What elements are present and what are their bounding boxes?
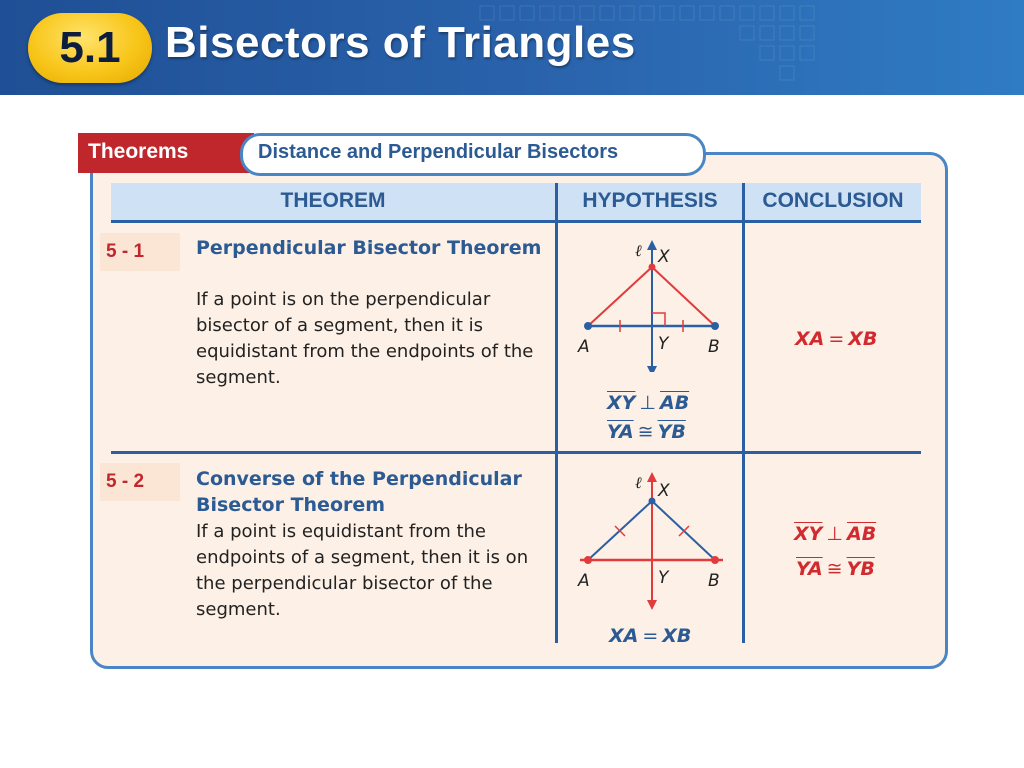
perpendicular-symbol: ⊥ xyxy=(826,523,843,545)
segment-length: XB xyxy=(662,625,692,647)
segment-label: $\overline{AB}$ xyxy=(659,392,690,414)
theorem-title-5-1: Perpendicular Bisector Theorem xyxy=(196,237,542,259)
perpendicular-symbol: ⊥ xyxy=(639,392,656,414)
section-badge xyxy=(28,13,152,83)
label-y: Y xyxy=(658,568,669,588)
point-a xyxy=(584,322,592,330)
equals-symbol: = xyxy=(828,328,845,350)
header-rule xyxy=(111,220,921,223)
segment-label: $\overline{YB}$ xyxy=(846,558,875,580)
segment-length: XA xyxy=(609,625,639,647)
hypothesis-5-1-line2 xyxy=(607,421,686,443)
segment-length: XB xyxy=(848,328,878,350)
figure-perpendicular-bisector xyxy=(565,232,735,372)
arrow-up-icon xyxy=(647,240,657,250)
column-header-conclusion: CONCLUSION xyxy=(762,189,904,212)
point-x xyxy=(649,264,656,271)
segment-label: $\overline{XY}$ xyxy=(607,392,636,414)
title-banner xyxy=(0,0,1024,95)
theorem-statement-5-2: If a point is equidistant from the endpoints of a segment, then it is on the perpendicular bisector of the segment. xyxy=(196,521,529,620)
right-angle-mark xyxy=(652,313,665,326)
hypothesis-5-2 xyxy=(609,625,691,647)
segment-label: $\overline{YA}$ xyxy=(607,421,634,443)
label-b: B xyxy=(708,337,720,357)
point-a xyxy=(584,556,592,564)
hypothesis-5-1-line1 xyxy=(607,392,689,414)
point-b xyxy=(711,322,719,330)
slide-title: Bisectors of Triangles xyxy=(165,18,636,67)
conclusion-5-2-line2 xyxy=(796,558,875,580)
label-b: B xyxy=(708,571,720,591)
point-x xyxy=(649,498,656,505)
arrow-down-icon xyxy=(647,366,657,372)
conclusion-5-2-line1 xyxy=(794,523,876,545)
arrow-up-icon xyxy=(647,472,657,482)
theorems-tag-label: Theorems xyxy=(88,140,189,163)
segment-label: $\overline{YA}$ xyxy=(796,558,823,580)
congruent-symbol: ≅ xyxy=(637,421,654,443)
column-divider-2 xyxy=(742,183,745,643)
label-x: X xyxy=(658,481,670,501)
label-line: ℓ xyxy=(635,241,642,260)
segment-label: $\overline{XY}$ xyxy=(794,523,823,545)
theorem-title-5-2: Converse of the Perpendicular Bisector Theorem xyxy=(196,468,522,516)
label-x: X xyxy=(658,247,670,267)
congruent-symbol: ≅ xyxy=(826,558,843,580)
column-header-theorem: THEOREM xyxy=(280,189,386,212)
segment-xb xyxy=(652,267,715,326)
column-header-hypothesis: HYPOTHESIS xyxy=(582,189,718,212)
segment-label: $\overline{AB}$ xyxy=(846,523,877,545)
label-y: Y xyxy=(658,334,669,354)
label-line: ℓ xyxy=(635,473,642,492)
point-b xyxy=(711,556,719,564)
theorem-number-5-1: 5 - 1 xyxy=(100,233,180,271)
row-divider xyxy=(111,451,921,454)
label-a: A xyxy=(578,337,590,357)
section-number: 5.1 xyxy=(59,23,121,72)
segment-xa xyxy=(588,267,652,326)
arrow-down-icon xyxy=(647,600,657,610)
conclusion-5-1 xyxy=(795,328,877,350)
theorem-statement-5-1: If a point is on the perpendicular bisector of a segment, then it is equidistant from the endpoints of the segment. xyxy=(196,289,534,388)
label-a: A xyxy=(578,571,590,591)
segment-label: $\overline{YB}$ xyxy=(657,421,686,443)
figure-converse-bisector xyxy=(565,464,735,614)
theorem-number-5-2: 5 - 2 xyxy=(100,463,180,501)
segment-length: XA xyxy=(795,328,825,350)
box-heading: Distance and Perpendicular Bisectors xyxy=(258,141,619,163)
equals-symbol: = xyxy=(642,625,659,647)
